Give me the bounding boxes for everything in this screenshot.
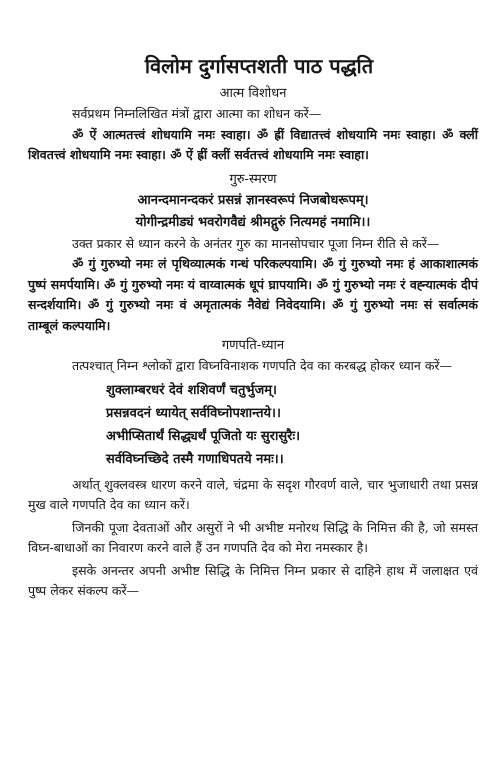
ganapati-praise-paragraph: जिनकी पूजा देवताओं और असुरों ने भी अभीष्ट मनोरथ सिद्धि के निमित्त की है, जो समस्त विघ्न-बाधाओं का निवारण करने वाले हैं उन गणपति देव को मेरा नमस्कार है। <box>28 519 478 555</box>
guru-verse-line-1: आनन्दमानन्दकरं प्रसन्नं ज्ञानस्वरूपं निजबोधरूपम्। <box>137 192 369 208</box>
sankalpa-instruction-paragraph: इसके अनन्तर अपनी अभीष्ट सिद्धि के निमित्त निम्न प्रकार से दाहिने हाथ में जलाक्षत एवं पुष्प लेकर संकल्प करें— <box>28 562 478 598</box>
ganapati-shloka <box>106 379 478 471</box>
guru-manasopachar-mantra: ॐ गुं गुरुभ्यो नमः लं पृथिव्यात्मकं गन्धं परिकल्पयामि। ॐ गुं गुरुभ्यो नमः हं आकाशात्मकं पुष्पं समर्पयामि। ॐ गुं गुरुभ्यो नमः यं वाय्वात्मकं धूपं घ्रापयामि। ॐ गुं गुरुभ्यो नमः रं वह्न्यात्मकं दीपं सन्दर्शयामि। ॐ गुं गुरुभ्यो नमः वं अमृतात्मकं नैवेद्यं निवेदयामि। ॐ गुं गुरुभ्यो नमः सं सर्वात्मकं ताम्बूलं कल्पयामि। <box>28 256 478 333</box>
shloka-line: सर्वविघ्नच्छिदे तस्मै गणाधिपतये नमः।। <box>106 451 284 467</box>
section-heading-atma-vishodhan: आत्म विशोधन <box>219 86 287 101</box>
page-title: विलोम दुर्गासप्तशती पाठ पद्धति <box>144 54 374 78</box>
guru-puja-instruction: उक्त प्रकार से ध्यान करने के अनंतर गुरु का मानसोपचार पूजा निम्न रीति से करें— <box>72 235 440 251</box>
shloka-line: अभीप्सितार्थं सिद्ध्यर्थं पूजितो यः सुरासुरैः। <box>106 428 300 444</box>
shloka-line: शुक्लाम्बरधरं देवं शशिवर्णं चतुर्भुजम्। <box>106 382 277 398</box>
shloka-line: प्रसन्नवदनं ध्यायेत् सर्वविघ्नोपशान्तये।। <box>106 405 281 421</box>
section-heading-ganapati-dhyan: गणपति-ध्यान <box>221 338 285 353</box>
guru-verse-line-2: योगीन्द्रमीड्यं भवरोगवैद्यं श्रीमद्गुरुं नित्यमहं नमामि।। <box>135 214 371 230</box>
ganapati-intro-paragraph: तत्पश्चात् निम्न श्लोकों द्वारा विघ्नविनाशक गणपति देव का करबद्ध होकर ध्यान करें— <box>72 358 453 373</box>
atma-shodhan-mantra: ॐ ऐं आत्मतत्त्वं शोधयामि नमः स्वाहा। ॐ ह्रीं विद्यातत्त्वं शोधयामि नमः स्वाहा। ॐ क्लीं शिवतत्त्वं शोधयामि नमः स्वाहा। ॐ ऐं ह्रीं क्लीं सर्वतत्त्वं शोधयामि नमः स्वाहा। <box>28 126 478 162</box>
atma-intro-paragraph: सर्वप्रथम निम्नलिखित मंत्रों द्वारा आत्मा का शोधन करें— <box>72 106 322 121</box>
shloka-meaning-paragraph: अर्थात् शुक्लवस्त्र धारण करने वाले, चंद्रमा के सदृश गौरवर्ण वाले, चार भुजाधारी तथा प्रसन्न मुख वाले गणपति देव का ध्यान करें। <box>28 476 478 512</box>
section-heading-guru-smaran: गुरु-स्मरण <box>229 171 277 187</box>
